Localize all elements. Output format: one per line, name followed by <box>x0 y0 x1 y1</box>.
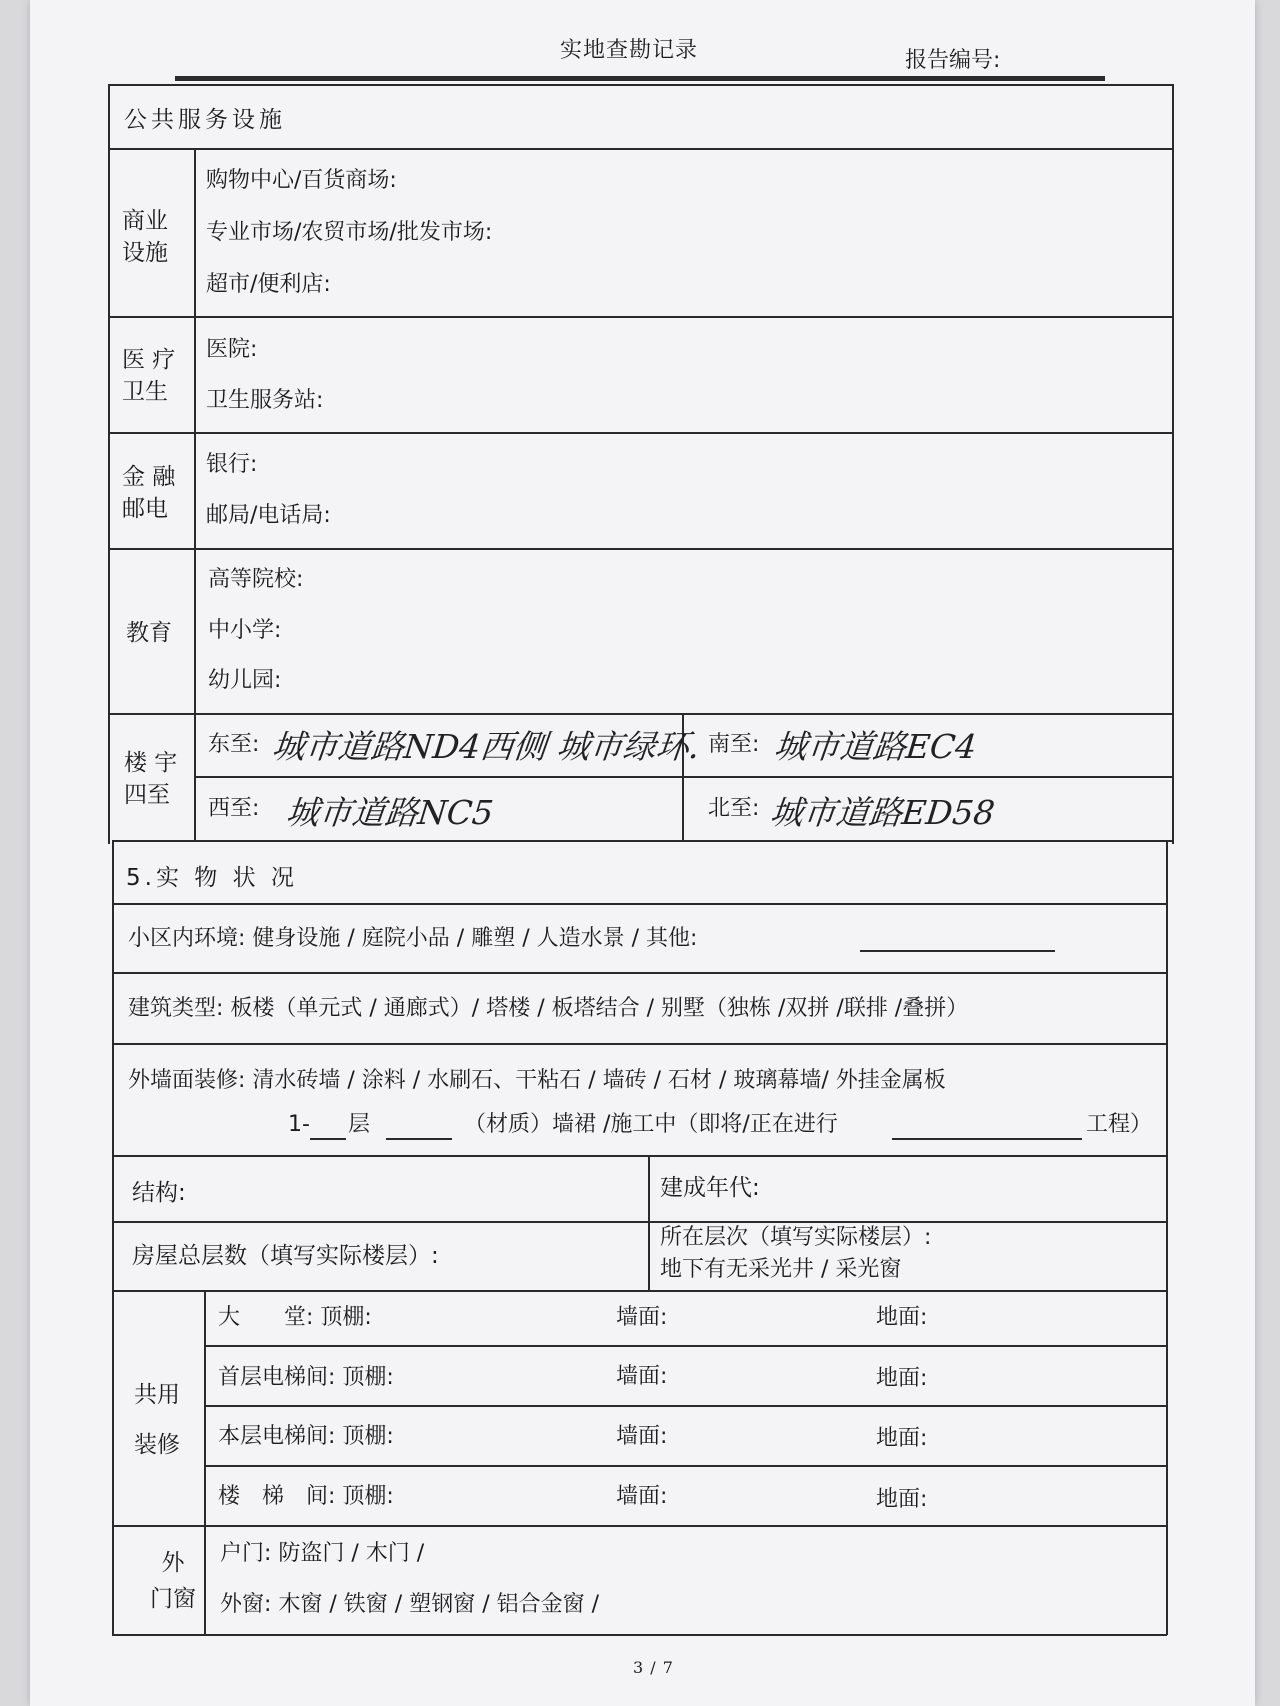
common-label-divider <box>204 1290 206 1635</box>
stairwell-wall-field: 墙面: <box>616 1484 668 1509</box>
facade-wainscot-field: （材质）墙裙 /施工中（即将/正在进行 <box>464 1112 838 1137</box>
entrance-door-field: 户门: 防盗门 / 木门 / <box>220 1541 425 1566</box>
table-border-right <box>1172 84 1174 844</box>
ground-elevator-ceiling-field: 首层电梯间: 顶棚: <box>218 1365 394 1390</box>
table-border-top <box>108 84 1173 86</box>
facade-floor-unit: 层 <box>348 1112 371 1137</box>
kindergarten-field: 幼儿园: <box>208 668 282 693</box>
school-field: 中小学: <box>208 618 282 643</box>
table-border-bottom <box>112 1634 1167 1636</box>
south-value-handwritten: 城市道路EC4 <box>772 727 979 766</box>
structure-mid-divider <box>648 1155 650 1290</box>
health-station-field: 卫生服务站: <box>206 388 324 413</box>
row-divider <box>112 972 1167 974</box>
hospital-field: 医院: <box>206 337 258 362</box>
row-divider <box>112 1155 1167 1157</box>
row-divider <box>112 1525 1167 1527</box>
row-divider <box>112 840 1172 842</box>
row-divider <box>112 1290 1167 1292</box>
row-divider <box>112 903 1167 905</box>
ground-elevator-floor-field: 地面: <box>876 1366 928 1391</box>
north-value-handwritten: 城市道路ED58 <box>768 793 997 832</box>
public-facilities-title: 公共服务设施 <box>124 107 286 133</box>
floor-elevator-floor-field: 地面: <box>876 1426 928 1451</box>
boundaries-label: 楼 宇 四至 <box>124 750 178 808</box>
build-year-field: 建成年代: <box>660 1175 760 1201</box>
label-column-divider <box>194 148 196 840</box>
supermarket-field: 超市/便利店: <box>206 272 331 297</box>
market-field: 专业市场/农贸市场/批发市场: <box>206 220 493 245</box>
floor-elevator-ceiling-field: 本层电梯间: 顶棚: <box>218 1424 394 1449</box>
university-field: 高等院校: <box>208 567 304 592</box>
east-label: 东至: <box>208 732 260 757</box>
bank-field: 银行: <box>206 452 258 477</box>
facade-field: 外墙面装修: 清水砖墙 / 涂料 / 水刷石、干粘石 / 墙砖 / 石材 / 玻璃幕墙/ 外挂金属板 <box>128 1068 946 1093</box>
table-border-left <box>108 84 110 844</box>
floor-level-field: 所在层次（填写实际楼层）: <box>660 1225 932 1250</box>
commercial-label: 商业 设施 <box>122 208 168 266</box>
west-value-handwritten: 城市道路NC5 <box>284 793 496 832</box>
table-border-left <box>112 840 114 1635</box>
exterior-window-field: 外窗: 木窗 / 铁窗 / 塑钢窗 / 铝合金窗 / <box>220 1592 600 1617</box>
south-label: 南至: <box>708 732 760 757</box>
lobby-wall-field: 墙面: <box>616 1305 668 1330</box>
north-label: 北至: <box>708 796 760 821</box>
west-label: 西至: <box>208 796 260 821</box>
finance-label: 金 融 邮电 <box>122 464 176 522</box>
post-office-field: 邮局/电话局: <box>206 503 331 528</box>
community-environment-field: 小区内环境: 健身设施 / 庭院小品 / 雕塑 / 人造水景 / 其他: <box>128 926 698 951</box>
total-floors-field: 房屋总层数（填写实际楼层）: <box>132 1243 439 1269</box>
lobby-floor-field: 地面: <box>876 1305 928 1330</box>
lobby-ceiling-field: 大 堂: 顶棚: <box>218 1305 372 1330</box>
page-title: 实地查勘记录 <box>560 38 699 63</box>
doors-windows-label: 外 门窗 <box>150 1550 196 1612</box>
shopping-center-field: 购物中心/百货商场: <box>206 168 397 193</box>
row-divider <box>108 548 1173 550</box>
ground-elevator-wall-field: 墙面: <box>616 1364 668 1389</box>
facade-project-suffix: 工程） <box>1086 1112 1153 1137</box>
facade-floor-blank <box>310 1138 346 1140</box>
east-value-handwritten: 城市道路ND4西侧 城市绿环. <box>270 727 702 766</box>
structure-field: 结构: <box>132 1180 186 1206</box>
report-number-label: 报告编号: <box>905 48 1001 73</box>
row-divider <box>204 1345 1166 1347</box>
row-divider <box>112 1221 1167 1223</box>
row-divider <box>108 148 1173 150</box>
row-divider <box>108 713 1173 715</box>
table-border-right <box>1166 840 1168 1635</box>
education-label: 教育 <box>126 620 172 646</box>
boundaries-row-divider <box>194 776 1172 778</box>
building-type-field: 建筑类型: 板楼（单元式 / 通廊式）/ 塔楼 / 板塔结合 / 别墅（独栋 /双拼 /联排 /叠拼） <box>128 996 969 1021</box>
light-well-field: 地下有无采光井 / 采光窗 <box>660 1257 902 1282</box>
common-decoration-label: 共用 装修 <box>134 1382 180 1458</box>
floor-elevator-wall-field: 墙面: <box>616 1424 668 1449</box>
stairwell-floor-field: 地面: <box>876 1487 928 1512</box>
facade-project-blank <box>892 1138 1082 1140</box>
row-divider <box>112 1043 1167 1045</box>
physical-condition-title: 5.实 物 状 况 <box>126 865 298 891</box>
other-blank-line <box>860 950 1055 952</box>
row-divider <box>204 1405 1166 1407</box>
page-number: 3 / 7 <box>633 1658 674 1677</box>
row-divider <box>204 1465 1166 1467</box>
header-rule <box>175 76 1105 81</box>
medical-label: 医 疗 卫生 <box>122 347 176 405</box>
stairwell-ceiling-field: 楼 梯 间: 顶棚: <box>218 1484 394 1509</box>
facade-floor-prefix: 1- <box>288 1112 310 1137</box>
row-divider <box>108 316 1173 318</box>
facade-material-blank <box>386 1138 452 1140</box>
row-divider <box>108 432 1173 434</box>
